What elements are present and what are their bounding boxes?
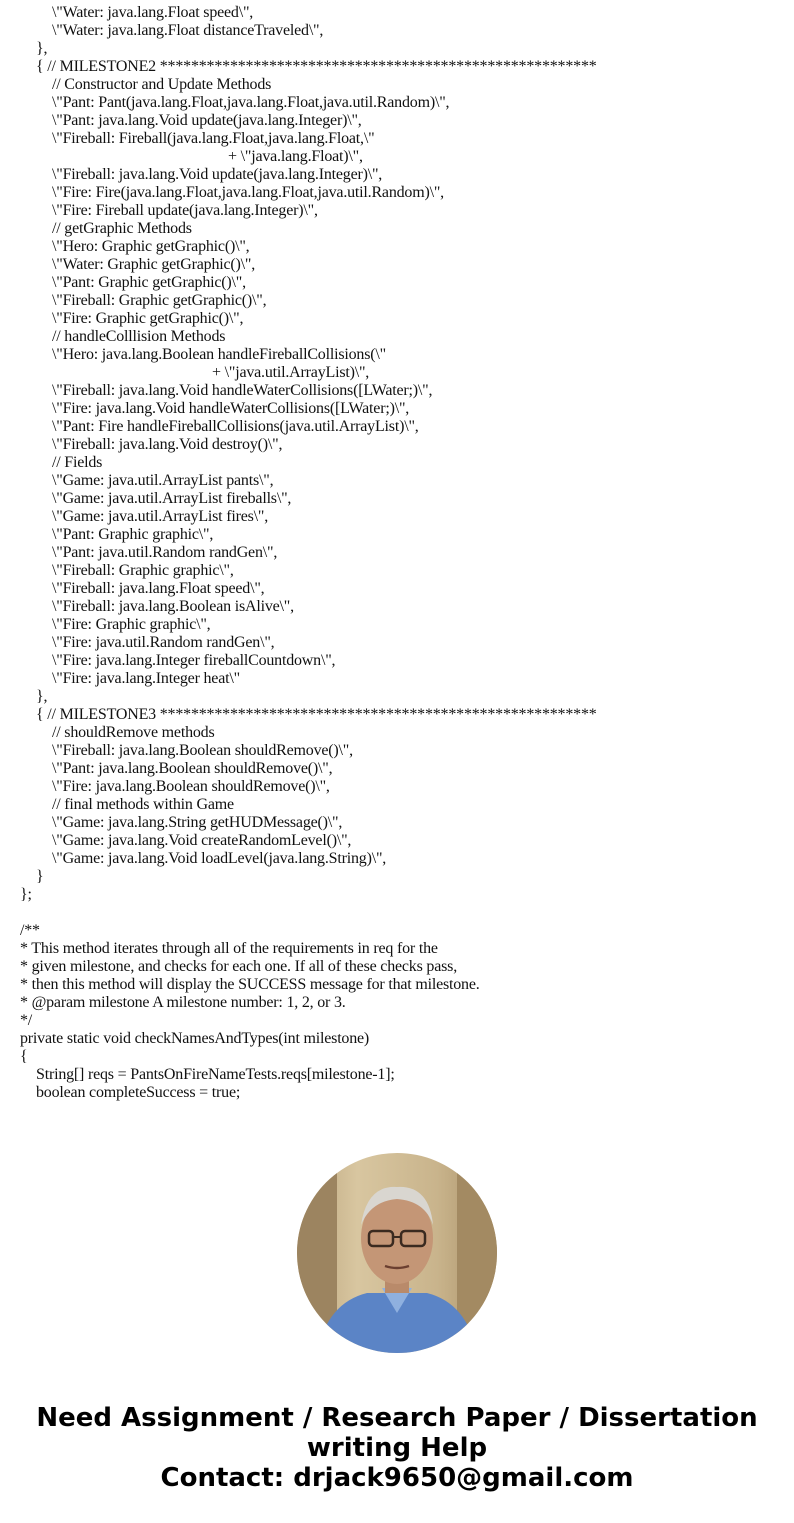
- code-line: \"Game: java.util.ArrayList fireballs\",: [52, 490, 292, 507]
- code-line: \"Fire: java.util.Random randGen\",: [52, 634, 275, 651]
- code-line: // shouldRemove methods: [52, 724, 215, 741]
- code-line: * given milestone, and checks for each one. If all of these checks pass,: [20, 958, 457, 975]
- code-line: private static void checkNamesAndTypes(int milestone): [20, 1030, 370, 1047]
- code-line: \"Fireball: java.lang.Void destroy()\",: [52, 436, 283, 453]
- footer-line-1: Need Assignment / Research Paper / Dissertation: [36, 1403, 758, 1433]
- code-line: \"Fire: java.lang.Integer fireballCountdown\",: [52, 652, 336, 669]
- code-line: // getGraphic Methods: [52, 220, 192, 237]
- footer-contact: Contact: drjack9650@gmail.com: [160, 1463, 634, 1493]
- code-line: \"Fireball: java.lang.Boolean isAlive\",: [52, 598, 294, 615]
- code-line: String[] reqs = PantsOnFireNameTests.reqs[milestone-1];: [36, 1066, 395, 1083]
- code-line: \"Fire: java.lang.Void handleWaterCollisions([LWater;)\",: [52, 400, 410, 417]
- footer-banner: [0, 1403, 794, 1493]
- code-line: \"Pant: java.lang.Boolean shouldRemove()\",: [52, 760, 333, 777]
- code-line: \"Fireball: Fireball(java.lang.Float,java.lang.Float,\": [52, 130, 375, 147]
- footer-line-2: writing Help: [306, 1433, 488, 1463]
- code-line: \"Pant: Graphic getGraphic()\",: [52, 274, 246, 291]
- code-line: // Fields: [52, 454, 103, 471]
- code-line: * This method iterates through all of the requirements in req for the: [20, 940, 438, 957]
- code-line: \"Game: java.lang.Void createRandomLevel()\",: [52, 832, 352, 849]
- code-listing: [0, 4, 794, 1122]
- code-line: \"Pant: Graphic graphic\",: [52, 526, 214, 543]
- code-line: \"Pant: java.util.Random randGen\",: [52, 544, 278, 561]
- code-line: \"Fireball: java.lang.Float speed\",: [52, 580, 265, 597]
- code-line: },: [36, 688, 48, 705]
- code-line: \"Water: java.lang.Float speed\",: [52, 4, 254, 21]
- code-line: \"Game: java.lang.String getHUDMessage()\",: [52, 814, 343, 831]
- code-line: \"Fireball: Graphic graphic\",: [52, 562, 234, 579]
- person-portrait-icon: [297, 1153, 497, 1353]
- code-line: \"Pant: java.lang.Void update(java.lang.Integer)\",: [52, 112, 362, 129]
- code-line: \"Game: java.util.ArrayList fires\",: [52, 508, 269, 525]
- code-line: // final methods within Game: [52, 796, 234, 813]
- code-line: { // MILESTONE2 ********************************************************: [36, 58, 597, 75]
- code-line: \"Fire: java.lang.Boolean shouldRemove()\",: [52, 778, 330, 795]
- code-line: \"Fire: Fireball update(java.lang.Integer)\",: [52, 202, 318, 219]
- code-line: + \"java.lang.Float)\",: [228, 148, 363, 165]
- code-line: * @param milestone A milestone number: 1, 2, or 3.: [20, 994, 346, 1011]
- code-line: /**: [20, 922, 40, 939]
- code-line: // handleColllision Methods: [52, 328, 226, 345]
- code-line: }: [36, 868, 44, 885]
- code-line: \"Pant: Fire handleFireballCollisions(java.util.ArrayList)\",: [52, 418, 419, 435]
- code-line: {: [20, 1048, 28, 1065]
- code-line: \"Fire: Graphic graphic\",: [52, 616, 211, 633]
- code-line: // Constructor and Update Methods: [52, 76, 272, 93]
- code-line: \"Fire: java.lang.Integer heat\": [52, 670, 240, 687]
- code-line: \"Hero: java.lang.Boolean handleFireballCollisions(\": [52, 346, 386, 363]
- code-line: \"Water: java.lang.Float distanceTraveled\",: [52, 22, 324, 39]
- code-line: boolean completeSuccess = true;: [36, 1084, 241, 1101]
- code-line: \"Game: java.util.ArrayList pants\",: [52, 472, 274, 489]
- code-line: \"Fire: Graphic getGraphic()\",: [52, 310, 244, 327]
- author-photo: [297, 1153, 497, 1353]
- code-line: \"Fire: Fire(java.lang.Float,java.lang.Float,java.util.Random)\",: [52, 184, 444, 201]
- code-line: \"Fireball: java.lang.Void handleWaterCollisions([LWater;)\",: [52, 382, 433, 399]
- code-line: \"Water: Graphic getGraphic()\",: [52, 256, 256, 273]
- code-line: \"Pant: Pant(java.lang.Float,java.lang.Float,java.util.Random)\",: [52, 94, 450, 111]
- code-line: \"Hero: Graphic getGraphic()\",: [52, 238, 250, 255]
- code-line: \"Fireball: java.lang.Void update(java.lang.Integer)\",: [52, 166, 383, 183]
- code-line: + \"java.util.ArrayList)\",: [212, 364, 370, 381]
- code-line: },: [36, 40, 48, 57]
- code-line: { // MILESTONE3 ********************************************************: [36, 706, 597, 723]
- code-line: \"Fireball: Graphic getGraphic()\",: [52, 292, 267, 309]
- code-line: };: [20, 886, 32, 903]
- code-line: * then this method will display the SUCCESS message for that milestone.: [20, 976, 480, 993]
- code-line: */: [20, 1012, 33, 1029]
- code-line: \"Game: java.lang.Void loadLevel(java.lang.String)\",: [52, 850, 387, 867]
- code-line: \"Fireball: java.lang.Boolean shouldRemove()\",: [52, 742, 353, 759]
